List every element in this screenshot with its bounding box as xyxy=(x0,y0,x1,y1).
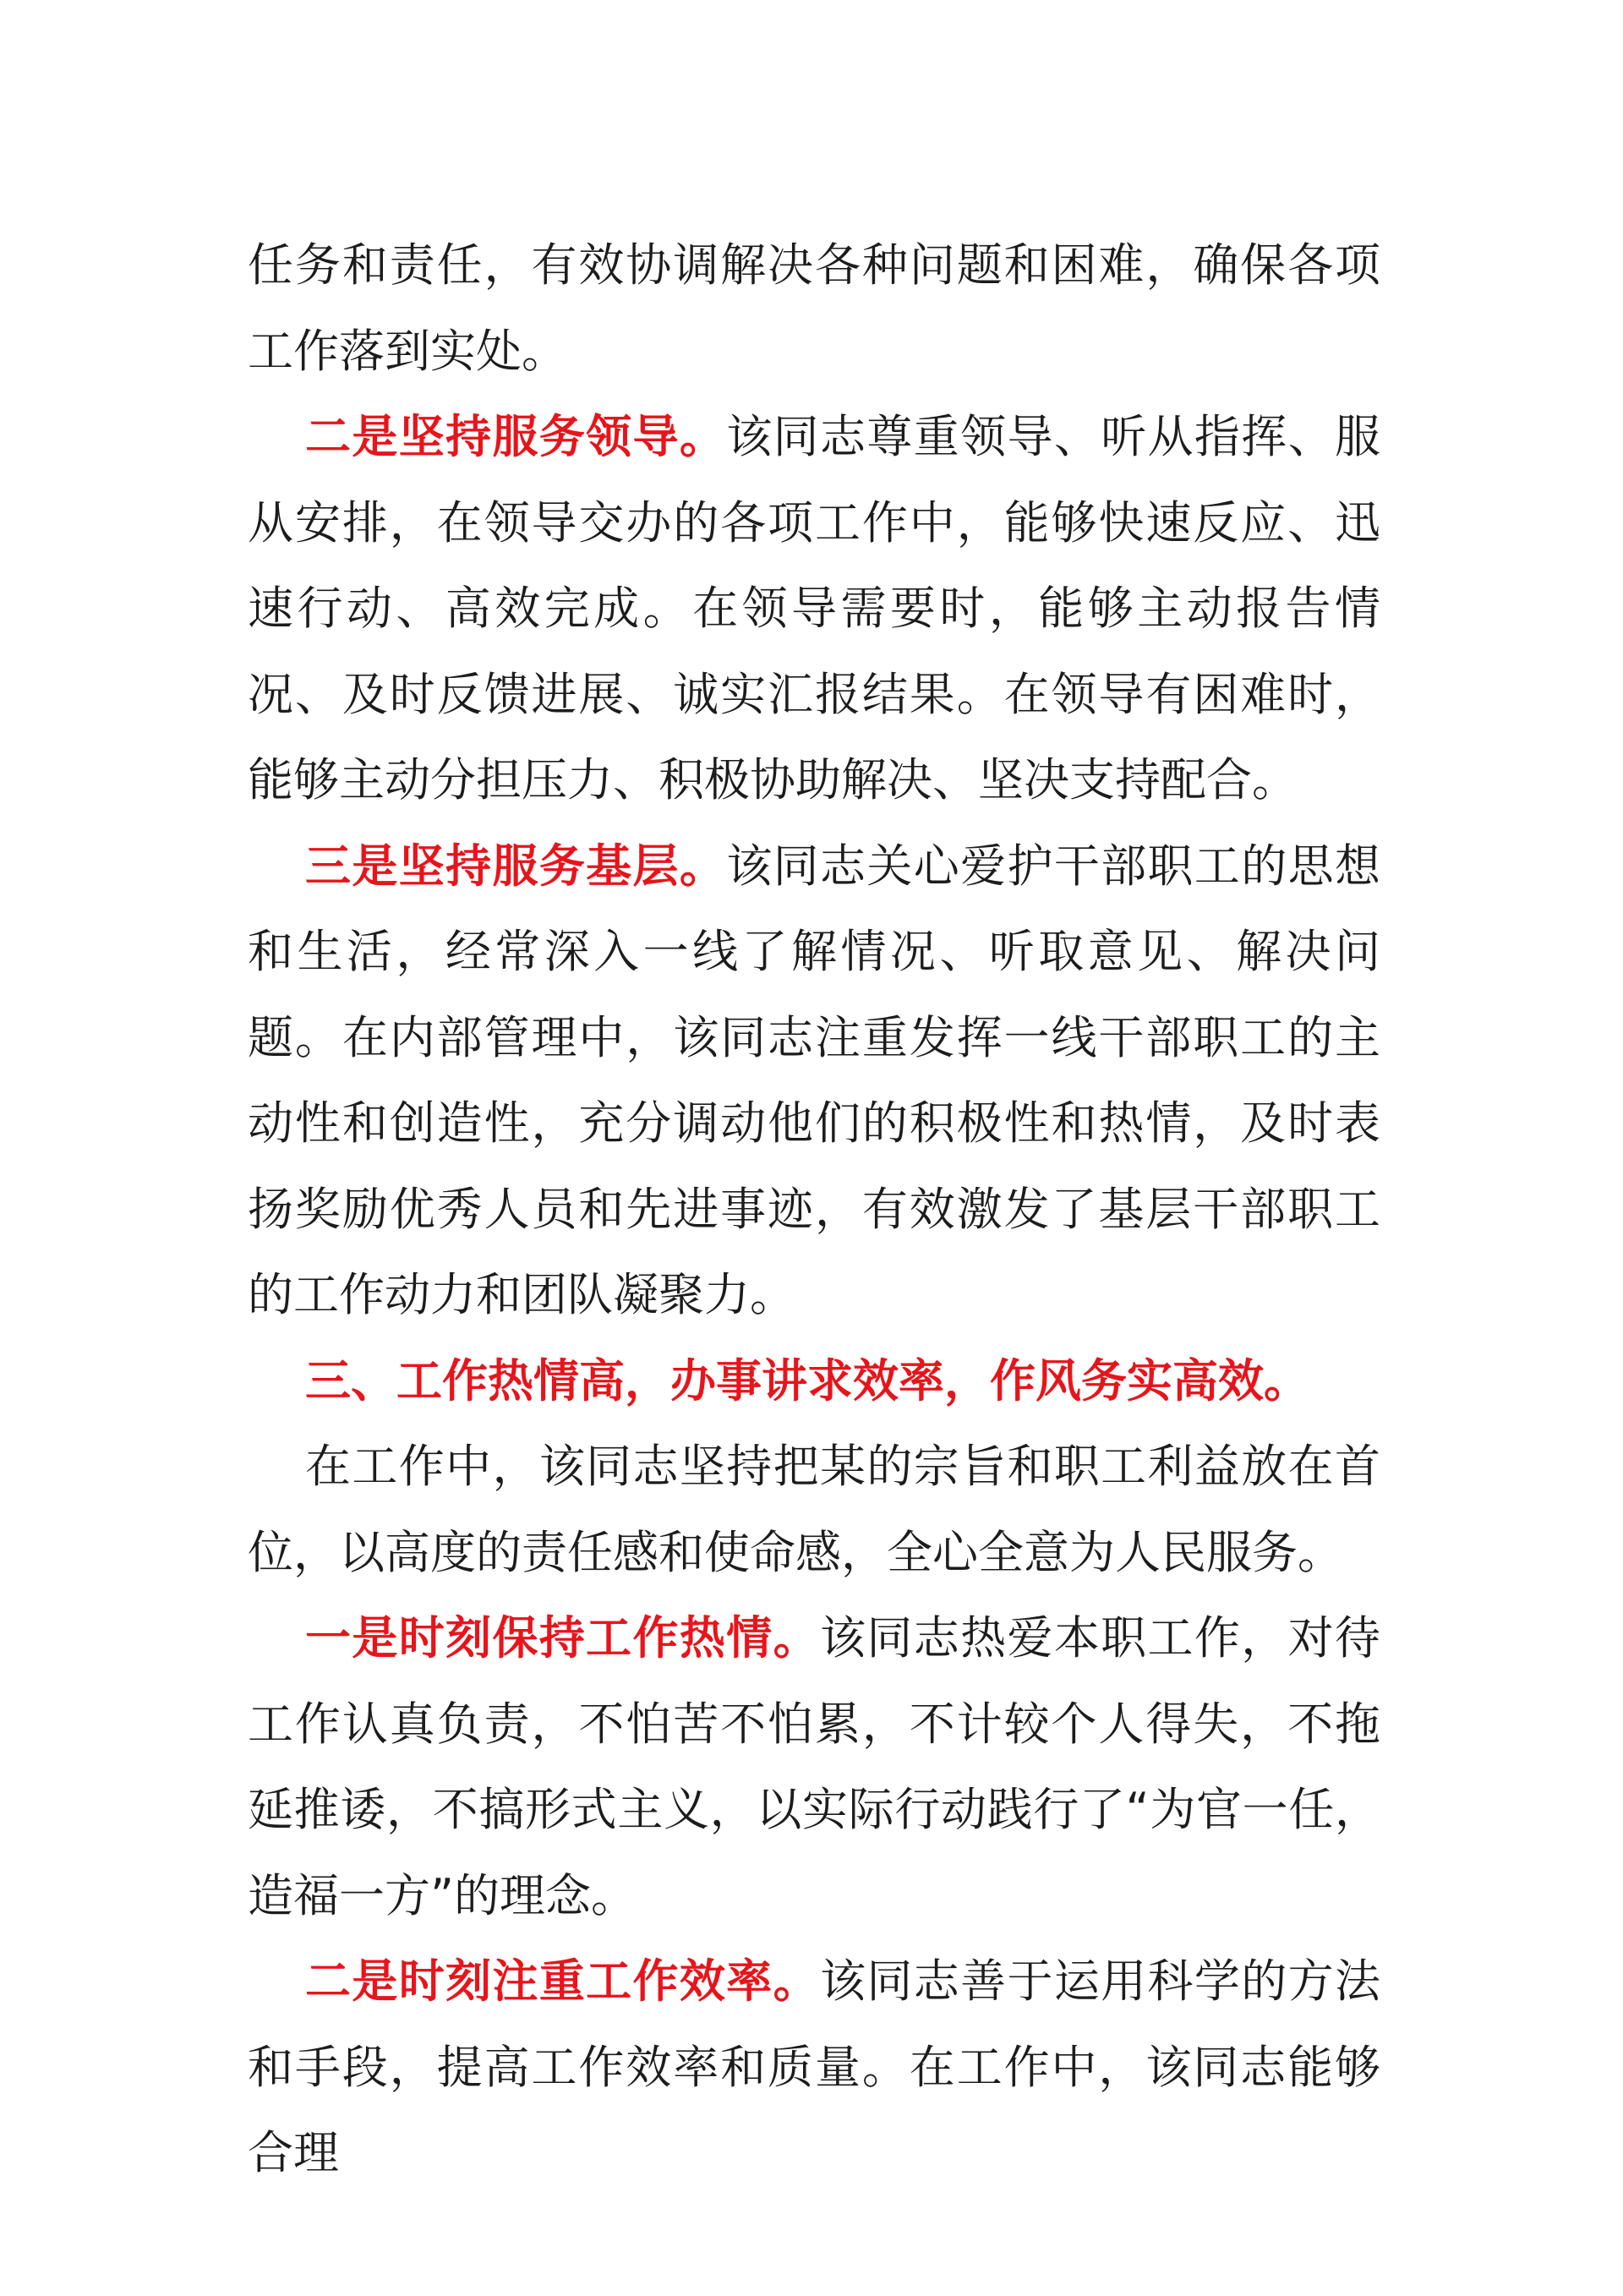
paragraph-text: 该同志善于运用科学的方法和手段，提高工作效率和质量。在工作中，该同志能够合理 xyxy=(248,1954,1380,2179)
section-heading-text: 三、工作热情高，办事讲求效率，作风务实高效。 xyxy=(305,1353,1309,1408)
paragraph-highlight: 三是坚持服务基层。 xyxy=(305,839,727,893)
document-page xyxy=(248,222,1380,2196)
paragraph-text: 任务和责任，有效协调解决各种问题和困难，确保各项工作落到实处。 xyxy=(248,238,1380,378)
paragraph-serve-leadership xyxy=(248,394,1380,823)
paragraph-highlight: 一是时刻保持工作热情。 xyxy=(305,1611,820,1665)
section-heading-three xyxy=(248,1338,1380,1424)
paragraph-serve-grassroots xyxy=(248,823,1380,1338)
paragraph-work-efficiency xyxy=(248,1938,1380,2196)
paragraph-text: 该同志关心爱护干部职工的思想和生活，经常深入一线了解情况、听取意见、解决问题。在内部管理中，该同志注重发挥一线干部职工的主动性和创造性，充分调动他们的积极性和热情，及时表扬奖励优秀人员和先进事迹，有效激发了基层干部职工的工作动力和团队凝聚力。 xyxy=(248,839,1381,1321)
paragraph-highlight: 二是时刻注重工作效率。 xyxy=(305,1954,820,2008)
paragraph-continuation xyxy=(248,222,1380,394)
paragraph-text: 该同志尊重领导、听从指挥、服从安排，在领导交办的各项工作中，能够快速反应、迅速行动、高效完成。在领导需要时，能够主动报告情况、及时反馈进展、诚实汇报结果。在领导有困难时，能够主动分担压力、积极协助解决、坚决支持配合。 xyxy=(248,410,1381,806)
paragraph-text: 在工作中，该同志坚持把某的宗旨和职工利益放在首位，以高度的责任感和使命感，全心全意为人民服务。 xyxy=(248,1440,1380,1579)
paragraph-text: 该同志热爱本职工作，对待工作认真负责，不怕苦不怕累，不计较个人得失，不拖延推诿，不搞形式主义，以实际行动践行了“为官一任，造福一方”的理念。 xyxy=(248,1611,1380,1922)
paragraph-highlight: 二是坚持服务领导。 xyxy=(305,410,727,463)
paragraph-intro xyxy=(248,1424,1380,1595)
paragraph-work-enthusiasm xyxy=(248,1595,1380,1938)
